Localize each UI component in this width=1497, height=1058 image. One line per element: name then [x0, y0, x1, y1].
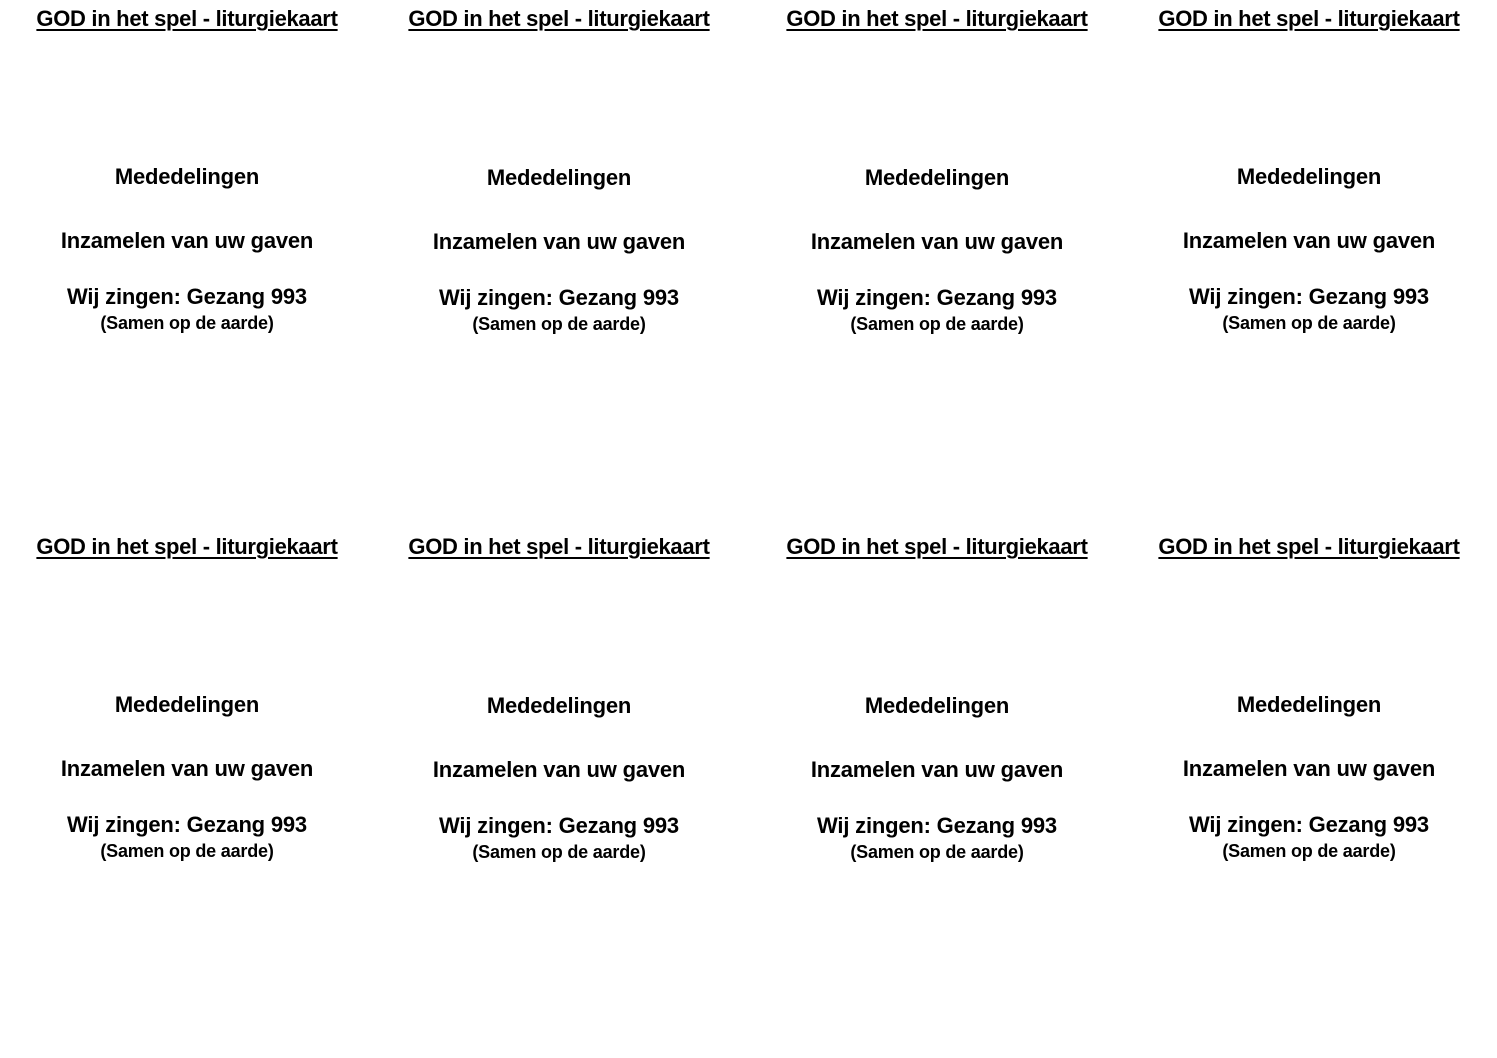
song-subtitle: (Samen op de aarde) [850, 842, 1024, 862]
song-heading: Wij zingen: Gezang 993 [67, 812, 307, 837]
card-title: GOD in het spel - liturgiekaart [36, 534, 338, 559]
collection-heading: Inzamelen van uw gaven [432, 757, 686, 782]
liturgy-card-6 [372, 528, 746, 1056]
song-subtitle: (Samen op de aarde) [472, 842, 646, 862]
song-subtitle: (Samen op de aarde) [1222, 313, 1396, 333]
song-subtitle: (Samen op de aarde) [472, 314, 646, 334]
collection-heading: Inzamelen van uw gaven [810, 229, 1064, 254]
announcements-heading: Mededelingen [1236, 692, 1382, 717]
announcements-heading: Mededelingen [114, 692, 260, 717]
song-heading: Wij zingen: Gezang 993 [439, 285, 679, 310]
liturgy-card-2 [372, 0, 746, 528]
card-title: GOD in het spel - liturgiekaart [786, 534, 1088, 559]
card-title: GOD in het spel - liturgiekaart [1158, 534, 1460, 559]
song-heading: Wij zingen: Gezang 993 [67, 284, 307, 309]
liturgy-card-4 [1122, 0, 1496, 528]
liturgy-card-8 [1122, 528, 1496, 1056]
song-subtitle: (Samen op de aarde) [100, 313, 274, 333]
song-heading: Wij zingen: Gezang 993 [817, 813, 1057, 838]
announcements-heading: Mededelingen [864, 165, 1010, 190]
card-title: GOD in het spel - liturgiekaart [408, 534, 710, 559]
collection-heading: Inzamelen van uw gaven [1182, 228, 1436, 253]
announcements-heading: Mededelingen [864, 693, 1010, 718]
collection-heading: Inzamelen van uw gaven [1182, 756, 1436, 781]
collection-heading: Inzamelen van uw gaven [432, 229, 686, 254]
liturgy-card-3 [750, 0, 1124, 528]
card-title: GOD in het spel - liturgiekaart [408, 6, 710, 31]
song-subtitle: (Samen op de aarde) [1222, 841, 1396, 861]
song-subtitle: (Samen op de aarde) [100, 841, 274, 861]
liturgy-card-7 [750, 528, 1124, 1056]
collection-heading: Inzamelen van uw gaven [60, 228, 314, 253]
liturgy-card-5 [0, 528, 374, 1056]
announcements-heading: Mededelingen [486, 165, 632, 190]
song-heading: Wij zingen: Gezang 993 [1189, 812, 1429, 837]
announcements-heading: Mededelingen [486, 693, 632, 718]
song-subtitle: (Samen op de aarde) [850, 314, 1024, 334]
song-heading: Wij zingen: Gezang 993 [439, 813, 679, 838]
card-title: GOD in het spel - liturgiekaart [786, 6, 1088, 31]
collection-heading: Inzamelen van uw gaven [810, 757, 1064, 782]
collection-heading: Inzamelen van uw gaven [60, 756, 314, 781]
announcements-heading: Mededelingen [1236, 164, 1382, 189]
card-title: GOD in het spel - liturgiekaart [36, 6, 338, 31]
card-title: GOD in het spel - liturgiekaart [1158, 6, 1460, 31]
song-heading: Wij zingen: Gezang 993 [817, 285, 1057, 310]
song-heading: Wij zingen: Gezang 993 [1189, 284, 1429, 309]
liturgy-card-1 [0, 0, 374, 528]
announcements-heading: Mededelingen [114, 164, 260, 189]
